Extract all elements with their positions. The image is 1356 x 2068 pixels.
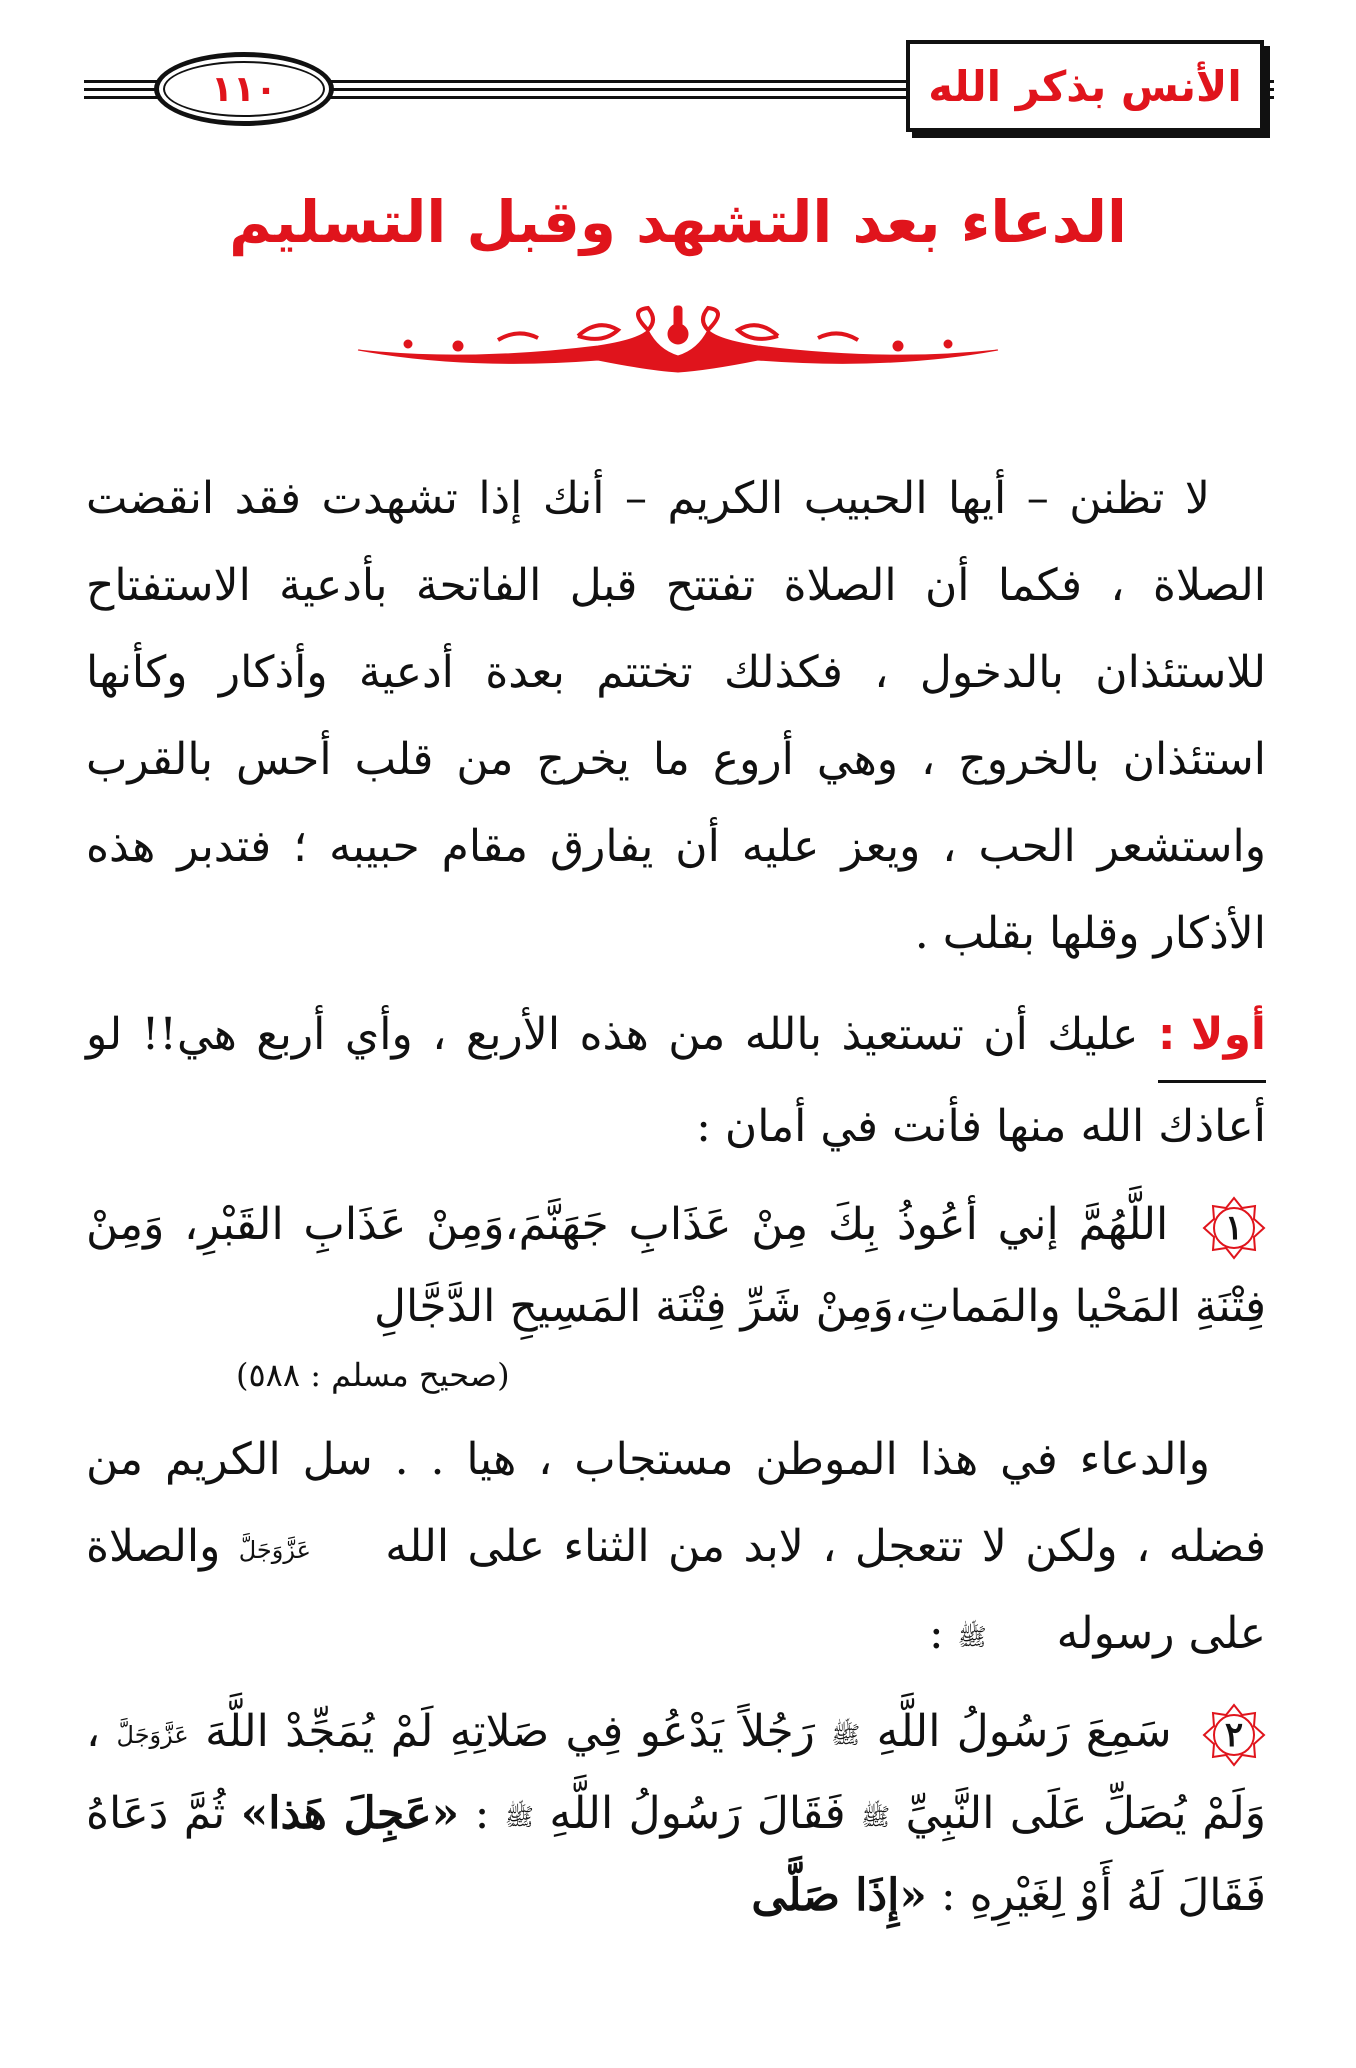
page-header	[84, 38, 1274, 138]
first-label: أولا :	[1157, 1009, 1266, 1060]
hadith-2-number: ٢	[1224, 1714, 1244, 1755]
second-text-1: والدعاء في هذا الموطن مستجاب ، هيا . . سل الكريم من فضله ، ولكن لا تتعجل ، لابد من الثناء على الله	[86, 1434, 1266, 1572]
hadith-2	[86, 1691, 1266, 1937]
hadith-2-part-1: سَمِعَ رَسُولُ اللَّهِ	[876, 1706, 1172, 1757]
first-point	[86, 991, 1266, 1170]
honor-prophet: ﷺ	[504, 1802, 534, 1831]
hadith-2-part-6: ثُمَّ دَعَاهُ فَقَالَ لَهُ أَوْ لِغَيْرِهِ :	[86, 1788, 1266, 1921]
intro-paragraph: لا تظنن – أيها الحبيب الكريم – أنك إذا تشهدت فقد انقضت الصلاة ، فكما أن الصلاة تفتتح قبل الفاتحة بأدعية الاستفتاح للاستئذان بالدخول ، فكذلك تختتم بعدة أدعية وأذكار وكأنها استئذان بالخروج ، وهي أروع ما يخرج من قلب أحس بالقرب واستشعر الحب ، ويعز عليه أن يفارق مقام حبيبه ؛ فتدبر هذه الأذكار وقلها بقلب .	[86, 473, 1266, 959]
hadith-1-number: ١	[1224, 1207, 1244, 1248]
second-text-3: :	[928, 1608, 944, 1659]
page-number-oval	[154, 52, 334, 126]
honor-prophet: ﷺ	[861, 1802, 891, 1831]
hadith-2-quote-1: «عَجِلَ هَذا»	[240, 1788, 460, 1839]
second-text-2: والصلاة على رسوله	[86, 1521, 1266, 1659]
section-title: الدعاء بعد التشهد وقبل التسليم	[229, 188, 1127, 256]
first-text: عليك أن تستعيذ بالله من هذه الأربع ، وأي أربع هي!! لو أعاذك الله منها فأنت في أمان :	[86, 1009, 1266, 1152]
hadith-1	[86, 1184, 1266, 1348]
ornament-divider	[348, 300, 1008, 380]
page-number: ١١٠	[211, 68, 277, 110]
second-paragraph	[86, 1416, 1266, 1677]
book-title-box	[906, 40, 1264, 132]
honor-allah: عَزَّوَجَلَّ	[238, 1535, 311, 1564]
book-title: الأنس بذكر الله	[928, 61, 1242, 111]
number-badge	[1202, 1196, 1266, 1260]
main-content	[86, 455, 1266, 1937]
hadith-2-quote-2: «إِذَا صَلَّى	[751, 1870, 927, 1921]
honor-allah: عَزَّوَجَلَّ	[116, 1720, 189, 1749]
hadith-2-part-4: فَقَالَ رَسُولُ اللَّهِ	[549, 1788, 846, 1839]
honor-prophet: ﷺ	[957, 1622, 987, 1651]
hadith-1-text: اللَّهُمَّ إني أعُوذُ بِكَ مِنْ عَذَابِ جَهَنَّمَ،وَمِنْ عَذَابِ القَبْرِ، وَمِنْ فِتْنَةِ المَحْيا والمَماتِ،وَمِنْ شَرِّ فِتْنَة المَسِيحِ الدَّجَّالِ	[86, 1199, 1266, 1332]
hadith-2-part-5: :	[474, 1788, 490, 1839]
hadith-2-part-2: رَجُلاً يَدْعُو فِي صَلاتِهِ لَمْ يُمَجِّدْ اللَّهَ	[205, 1706, 815, 1757]
honor-prophet: ﷺ	[831, 1720, 861, 1749]
hadith-1-reference: (صحيح مسلم : ٥٨٨)	[236, 1356, 510, 1394]
first-label-wrap	[1158, 991, 1266, 1083]
hadith-2-part-3: ، وَلَمْ يُصَلِّ عَلَى النَّبِيِّ	[86, 1706, 1267, 1839]
number-badge	[1202, 1703, 1266, 1767]
